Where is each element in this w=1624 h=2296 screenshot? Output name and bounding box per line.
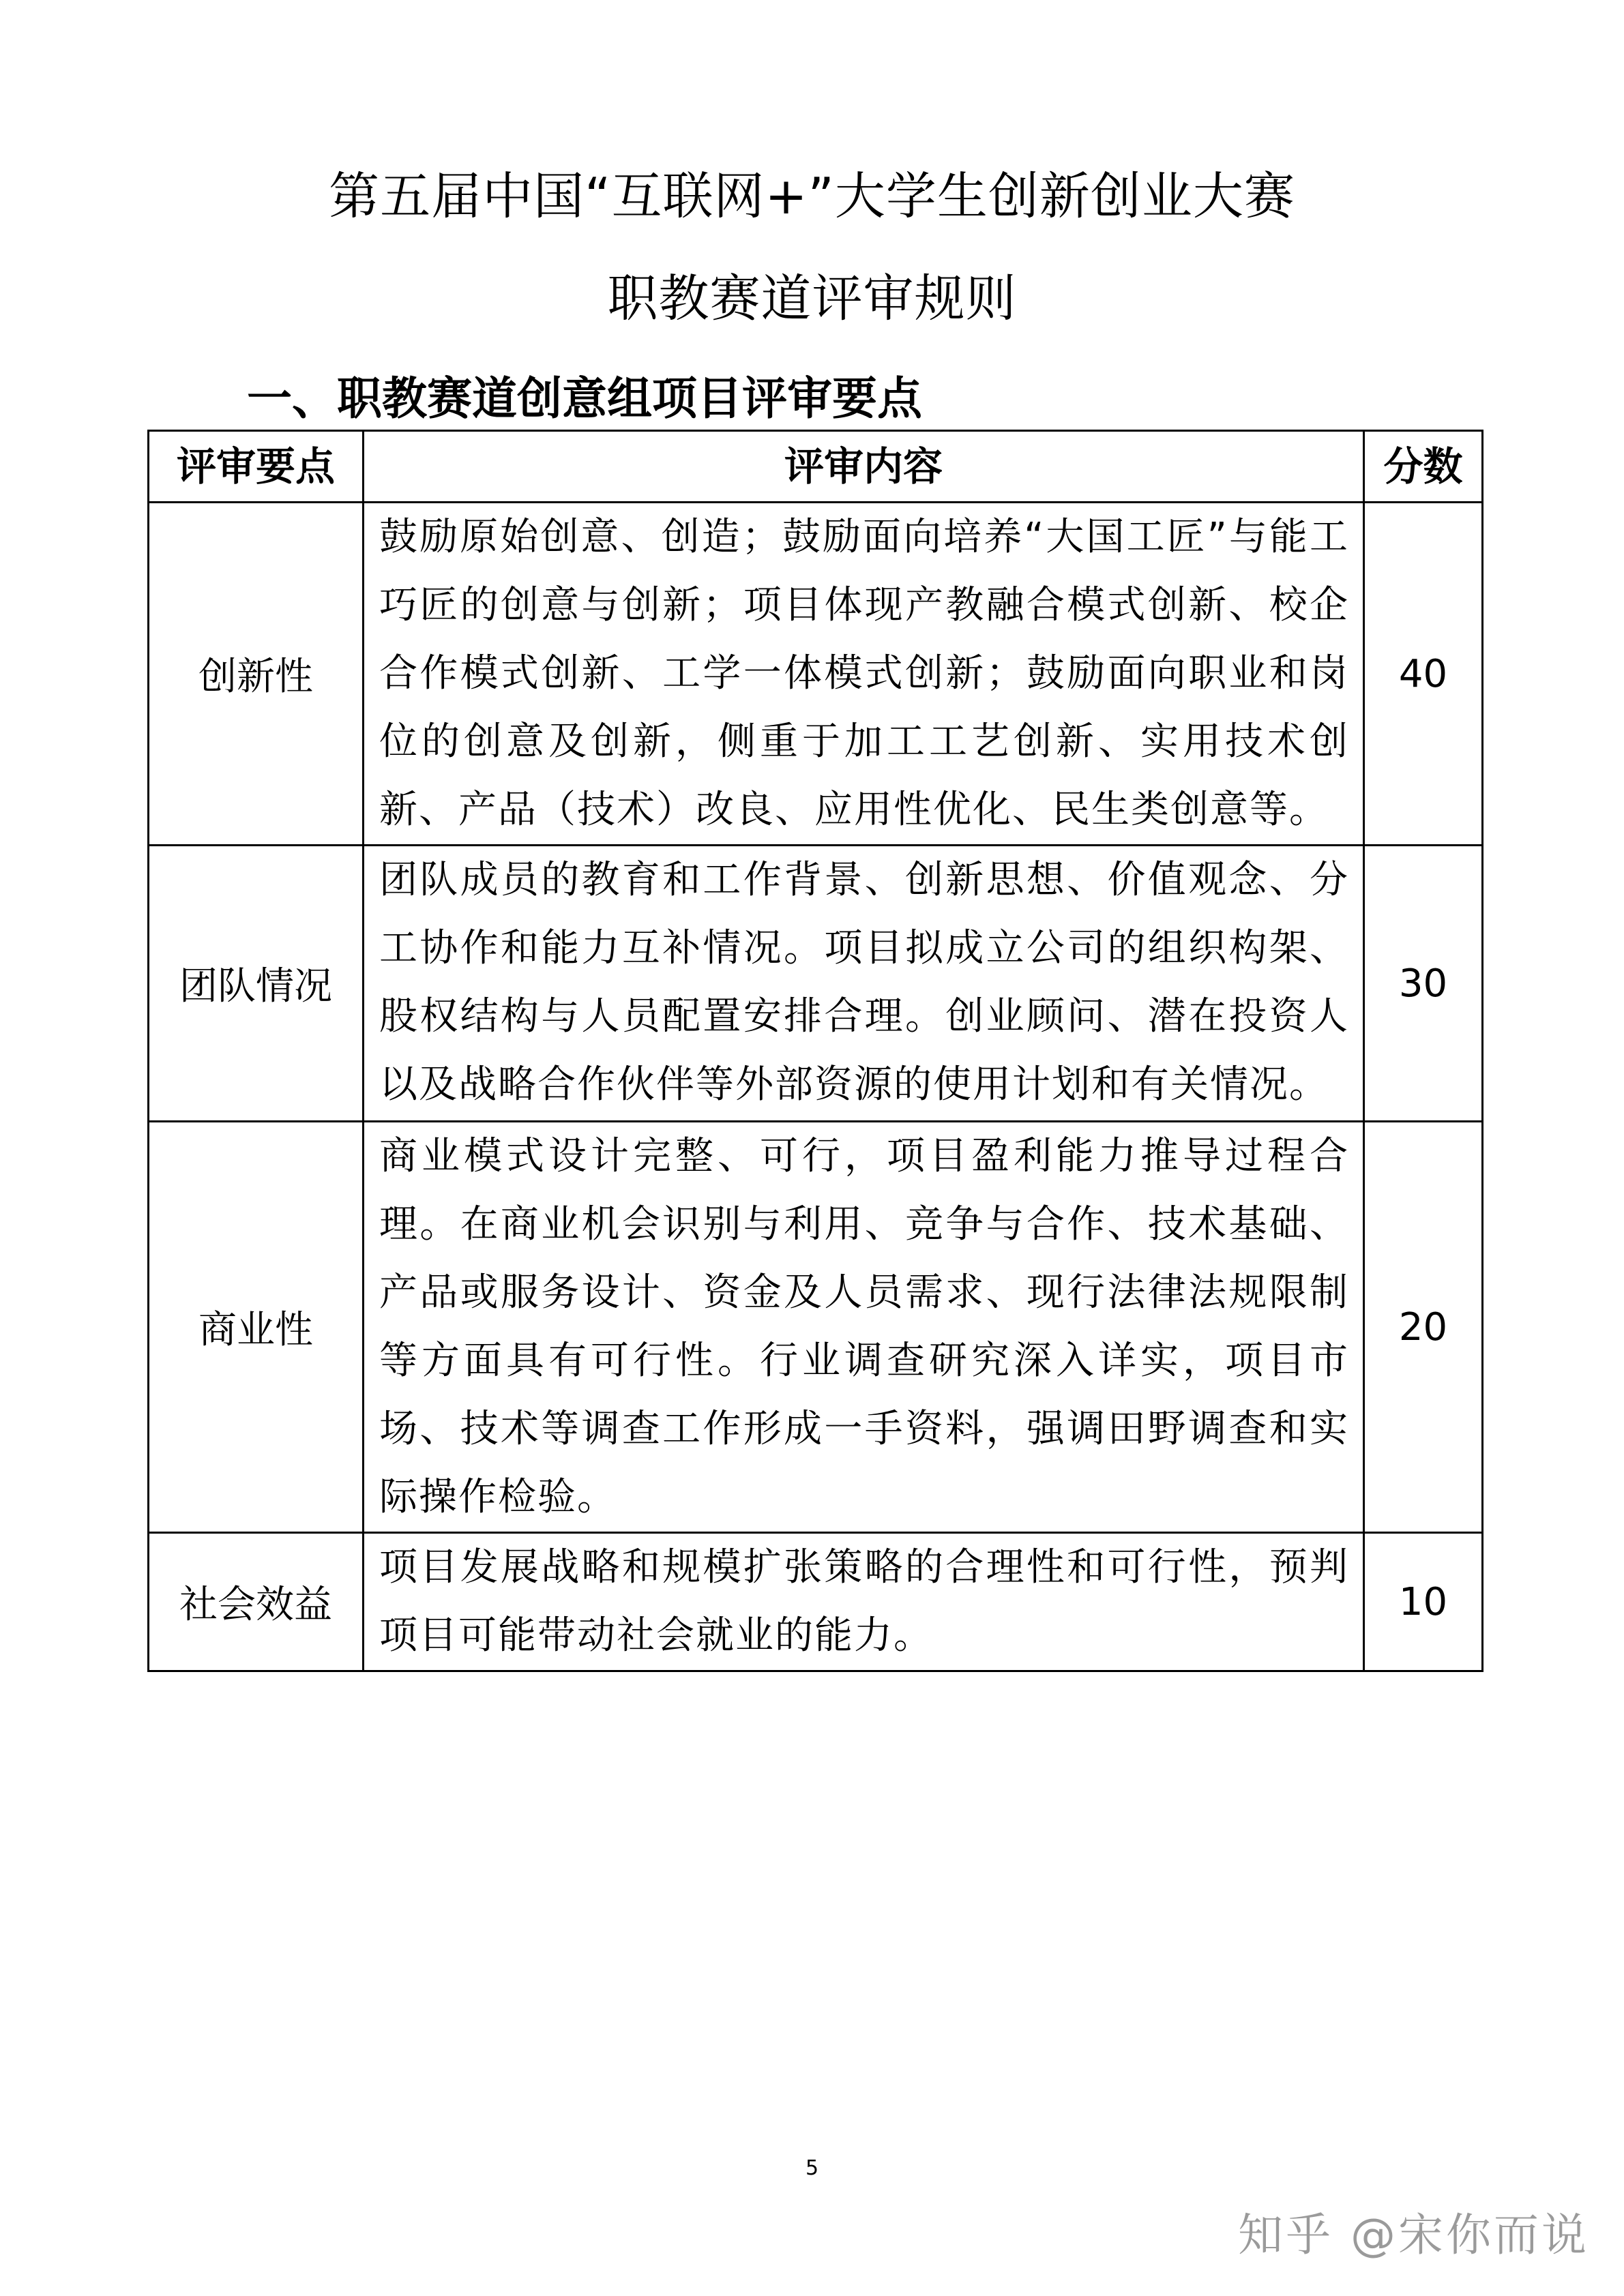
review-point-cell: 商业性 bbox=[149, 1122, 364, 1533]
review-content-cell: 鼓励原始创意、创造；鼓励面向培养“大国工匠”与能工巧匠的创意与创新；项目体现产教融合模式创新、校企合作模式创新、工学一体模式创新；鼓励面向职业和岗位的创意及创新，侧重于加工工艺创新、实用技术创新、产品（技术）改良、应用性优化、民生类创意等。 bbox=[364, 503, 1364, 846]
page-number: 5 bbox=[805, 2156, 819, 2180]
review-point-cell: 创新性 bbox=[149, 503, 364, 846]
table-row-business bbox=[149, 1122, 1483, 1533]
review-content-cell: 团队成员的教育和工作背景、创新思想、价值观念、分工协作和能力互补情况。项目拟成立公司的组织构架、股权结构与人员配置安排合理。创业顾问、潜在投资人以及战略合作伙伴等外部资源的使用计划和有关情况。 bbox=[364, 846, 1364, 1122]
review-point-cell: 社会效益 bbox=[149, 1533, 364, 1671]
section-heading: 一、职教赛道创意组项目评审要点 bbox=[247, 372, 922, 425]
review-point-cell: 团队情况 bbox=[149, 846, 364, 1122]
header-review-point: 评审要点 bbox=[149, 431, 364, 503]
table-row-innovation bbox=[149, 503, 1483, 846]
header-score: 分数 bbox=[1364, 431, 1483, 503]
table-header-row bbox=[149, 431, 1483, 503]
score-cell: 10 bbox=[1364, 1533, 1483, 1671]
watermark: 知乎 @宋你而说 bbox=[1238, 2209, 1589, 2261]
table-row-social-benefit bbox=[149, 1533, 1483, 1671]
score-cell: 30 bbox=[1364, 846, 1483, 1122]
header-review-content: 评审内容 bbox=[364, 431, 1364, 503]
score-cell: 20 bbox=[1364, 1122, 1483, 1533]
review-content-cell: 商业模式设计完整、可行，项目盈利能力推导过程合理。在商业机会识别与利用、竞争与合作、技术基础、产品或服务设计、资金及人员需求、现行法律法规限制等方面具有可行性。行业调查研究深入详实，项目市场、技术等调查工作形成一手资料，强调田野调查和实际操作检验。 bbox=[364, 1122, 1364, 1533]
table-row-team bbox=[149, 846, 1483, 1122]
document-title-line-1: 第五届中国“互联网+”大学生创新创业大赛 bbox=[329, 167, 1295, 226]
review-content-cell: 项目发展战略和规模扩张策略的合理性和可行性，预判项目可能带动社会就业的能力。 bbox=[364, 1533, 1364, 1671]
score-cell: 40 bbox=[1364, 503, 1483, 846]
review-criteria-table bbox=[147, 430, 1483, 1672]
document-title-line-2: 职教赛道评审规则 bbox=[607, 269, 1017, 328]
